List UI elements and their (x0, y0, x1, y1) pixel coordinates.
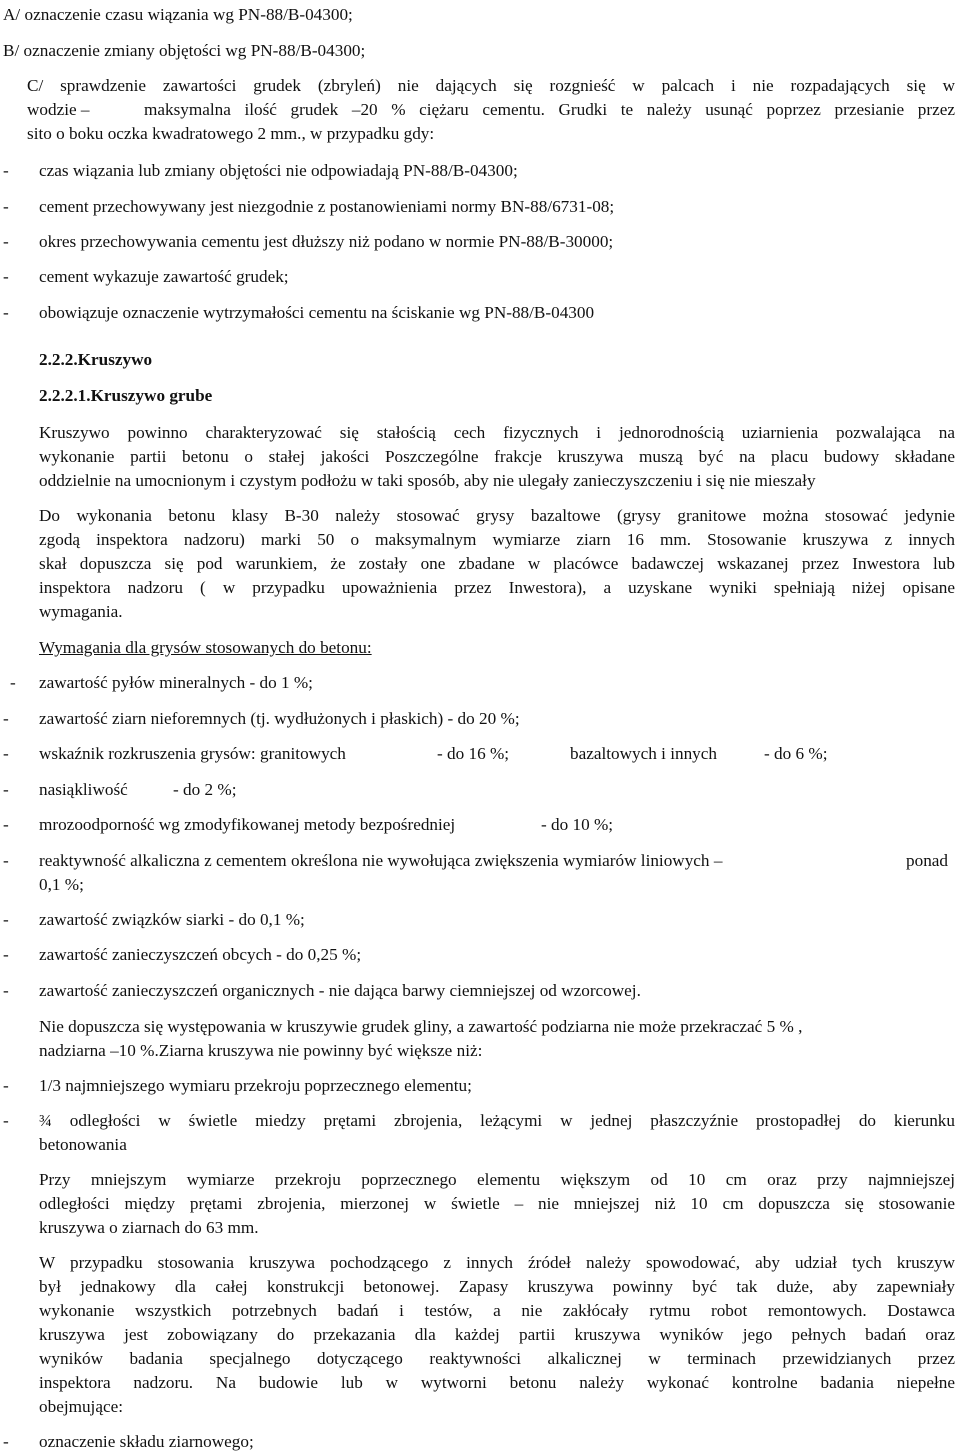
paragraph-line: obejmujące: (39, 1397, 123, 1416)
paragraph-line: wykonanie partii betonu o stałej jakości Poszczególne frakcje kruszywa muszą być na placu budowy składane (39, 447, 955, 466)
paragraph-line: wyników badania specjalnego dotyczącego reaktywności alkalicznej w terminach przewidzianych przez (39, 1349, 955, 1368)
requirement-item: zawartość ziarn nieforemnych (tj. wydłużonych i płaskich) - do 20 %; (39, 709, 520, 728)
bullet-dash: - (3, 709, 9, 728)
requirement-value: - do 16 %; (437, 744, 510, 763)
paragraph-line: Do wykonania betonu klasy B-30 należy stosować grysy bazaltowe (grysy granitowe można stosować jedynie (39, 506, 955, 525)
size-item: betonowania (39, 1135, 127, 1154)
bullet-dash: - (3, 1432, 9, 1451)
heading-kruszywo-grube: 2.2.2.1.Kruszywo grube (39, 386, 213, 405)
requirement-item: zawartość związków siarki - do 0,1 %; (39, 910, 305, 929)
bullet-dash: - (3, 910, 9, 929)
paragraph-line: skał dopuszcza się pod warunkiem, że zostały one zbadane w placówce badawczej wskazanej przez Inwestora lub (39, 554, 955, 573)
bullet-dash: - (3, 197, 9, 216)
line-c3: sito o boku oczka kwadratowego 2 mm., w przypadku gdy: (27, 124, 435, 143)
paragraph-line: kruszywa jest zobowiązany do przekazania dla każdej partii kruszywa wyników jego pełnych badań oraz (39, 1325, 955, 1344)
requirement-item: zawartość pyłów mineralnych - do 1 %; (39, 673, 313, 692)
bullet-dash: - (3, 267, 9, 286)
condition-item: czas wiązania lub zmiany objętości nie odpowiadają PN-88/B-04300; (39, 161, 518, 180)
bullet-dash: - (3, 161, 9, 180)
requirement-item: nasiąkliwość (39, 780, 128, 799)
requirement-value: - do 6 %; (764, 744, 828, 763)
requirement-item: zawartość zanieczyszczeń organicznych - nie dająca barwy ciemniejszej od wzorcowej. (39, 981, 641, 1000)
condition-item: okres przechowywania cementu jest dłuższy niż podano w normie PN-88/B-30000; (39, 232, 614, 251)
bullet-dash: - (3, 780, 9, 799)
paragraph-line: nadziarna –10 %.Ziarna kruszywa nie powinny być większe niż: (39, 1041, 483, 1060)
requirement-item: zawartość zanieczyszczeń obcych - do 0,25 %; (39, 945, 362, 964)
size-item: ¾ odległości w świetle miedzy prętami zbrojenia, leżącymi w jednej płaszczyźnie prostopadłej do kierunku (39, 1111, 955, 1130)
bullet-dash: - (3, 1111, 9, 1130)
bullet-dash: - (3, 945, 9, 964)
condition-item: obowiązuje oznaczenie wytrzymałości cementu na ściskanie wg PN-88/B-04300 (39, 303, 595, 322)
line-c1: C/ sprawdzenie zawartości grudek (zbryleń) nie dających się rozgnieść w palcach i nie rozpadających się w (27, 76, 955, 95)
paragraph-line: Kruszywo powinno charakteryzować się stałością cech fizycznych i jednorodnością uziarnienia pozwalająca na (39, 423, 955, 442)
test-item: oznaczenie składu ziarnowego; (39, 1432, 254, 1451)
size-item: 1/3 najmniejszego wymiaru przekroju poprzecznego elementu; (39, 1076, 472, 1095)
requirements-title: Wymagania dla grysów stosowanych do betonu: (39, 638, 372, 657)
paragraph-line: wykonanie wszystkich potrzebnych badań i testów, a nie zakłócały rytmu robot remontowych. Dostawca (39, 1301, 955, 1320)
paragraph-line: był jednakowy dla całej konstrukcji betonowej. Zapasy kruszywa powinny być tak duże, aby zapewniały (39, 1277, 955, 1296)
line-c2b: maksymalna ilość grudek –20 % ciężaru cementu. Grudki te należy usunąć poprzez przesianie przez (144, 100, 955, 119)
requirement-value: 0,1 %; (39, 875, 84, 894)
line-c2a: wodzie – (27, 100, 90, 119)
condition-item: cement wykazuje zawartość grudek; (39, 267, 289, 286)
requirement-item: mrozoodporność wg zmodyfikowanej metody bezpośredniej (39, 815, 456, 834)
paragraph-line: Nie dopuszcza się występowania w kruszywie grudek gliny, a zawartość podziarna nie może przekraczać 5 % , (39, 1017, 803, 1036)
requirement-item: ponad (906, 851, 949, 870)
bullet-dash: - (3, 303, 9, 322)
condition-item: cement przechowywany jest niezgodnie z postanowieniami normy BN-88/6731-08; (39, 197, 615, 216)
paragraph-line: W przypadku stosowania kruszywa pochodzącego z innych źródeł należy spowodować, aby udział tych kruszyw (39, 1253, 955, 1272)
paragraph-line: inspektora nadzoru. Na budowie lub w wytworni betonu należy wykonać kontrolne badania niepełne (39, 1373, 955, 1392)
paragraph-line: zgodą inspektora nadzoru) marki 50 o maksymalnym wymiarze ziarn 16 mm. Stosowanie kruszywa z innych (39, 530, 955, 549)
line-a: A/ oznaczenie czasu wiązania wg PN-88/B-04300; (3, 5, 353, 24)
paragraph-line: kruszywa o ziarnach do 63 mm. (39, 1218, 259, 1237)
line-b: B/ oznaczenie zmiany objętości wg PN-88/B-04300; (3, 41, 366, 60)
requirement-item: bazaltowych i innych (570, 744, 718, 763)
bullet-dash: - (10, 673, 16, 692)
paragraph-line: wymagania. (39, 602, 123, 621)
requirement-value: - do 2 %; (173, 780, 237, 799)
paragraph-line: odległości między prętami zbrojenia, mierzonej w świetle – nie mniejszej niż 10 cm dopuszcza się stosowanie (39, 1194, 955, 1213)
bullet-dash: - (3, 1076, 9, 1095)
heading-kruszywo: 2.2.2.Kruszywo (39, 350, 153, 369)
paragraph-line: oddzielnie na umocnionym i czystym podłożu w taki sposób, aby nie ulegały zanieczyszczeniu i się nie mieszały (39, 471, 816, 490)
requirement-item: wskaźnik rozkruszenia grysów: granitowych (39, 744, 346, 763)
paragraph-line: inspektora nadzoru ( w przypadku upoważnienia przez Inwestora), a uzyskane wyniki spełniają niżej opisane (39, 578, 955, 597)
bullet-dash: - (3, 815, 9, 834)
bullet-dash: - (3, 981, 9, 1000)
bullet-dash: - (3, 851, 9, 870)
paragraph-line: Przy mniejszym wymiarze przekroju poprzecznego elementu większym od 10 cm oraz przy najmniejszej (39, 1170, 955, 1189)
bullet-dash: - (3, 232, 9, 251)
requirement-item: reaktywność alkaliczna z cementem określona nie wywołująca zwiększenia wymiarów liniowych – (39, 851, 723, 870)
requirement-value: - do 10 %; (541, 815, 614, 834)
bullet-dash: - (3, 744, 9, 763)
